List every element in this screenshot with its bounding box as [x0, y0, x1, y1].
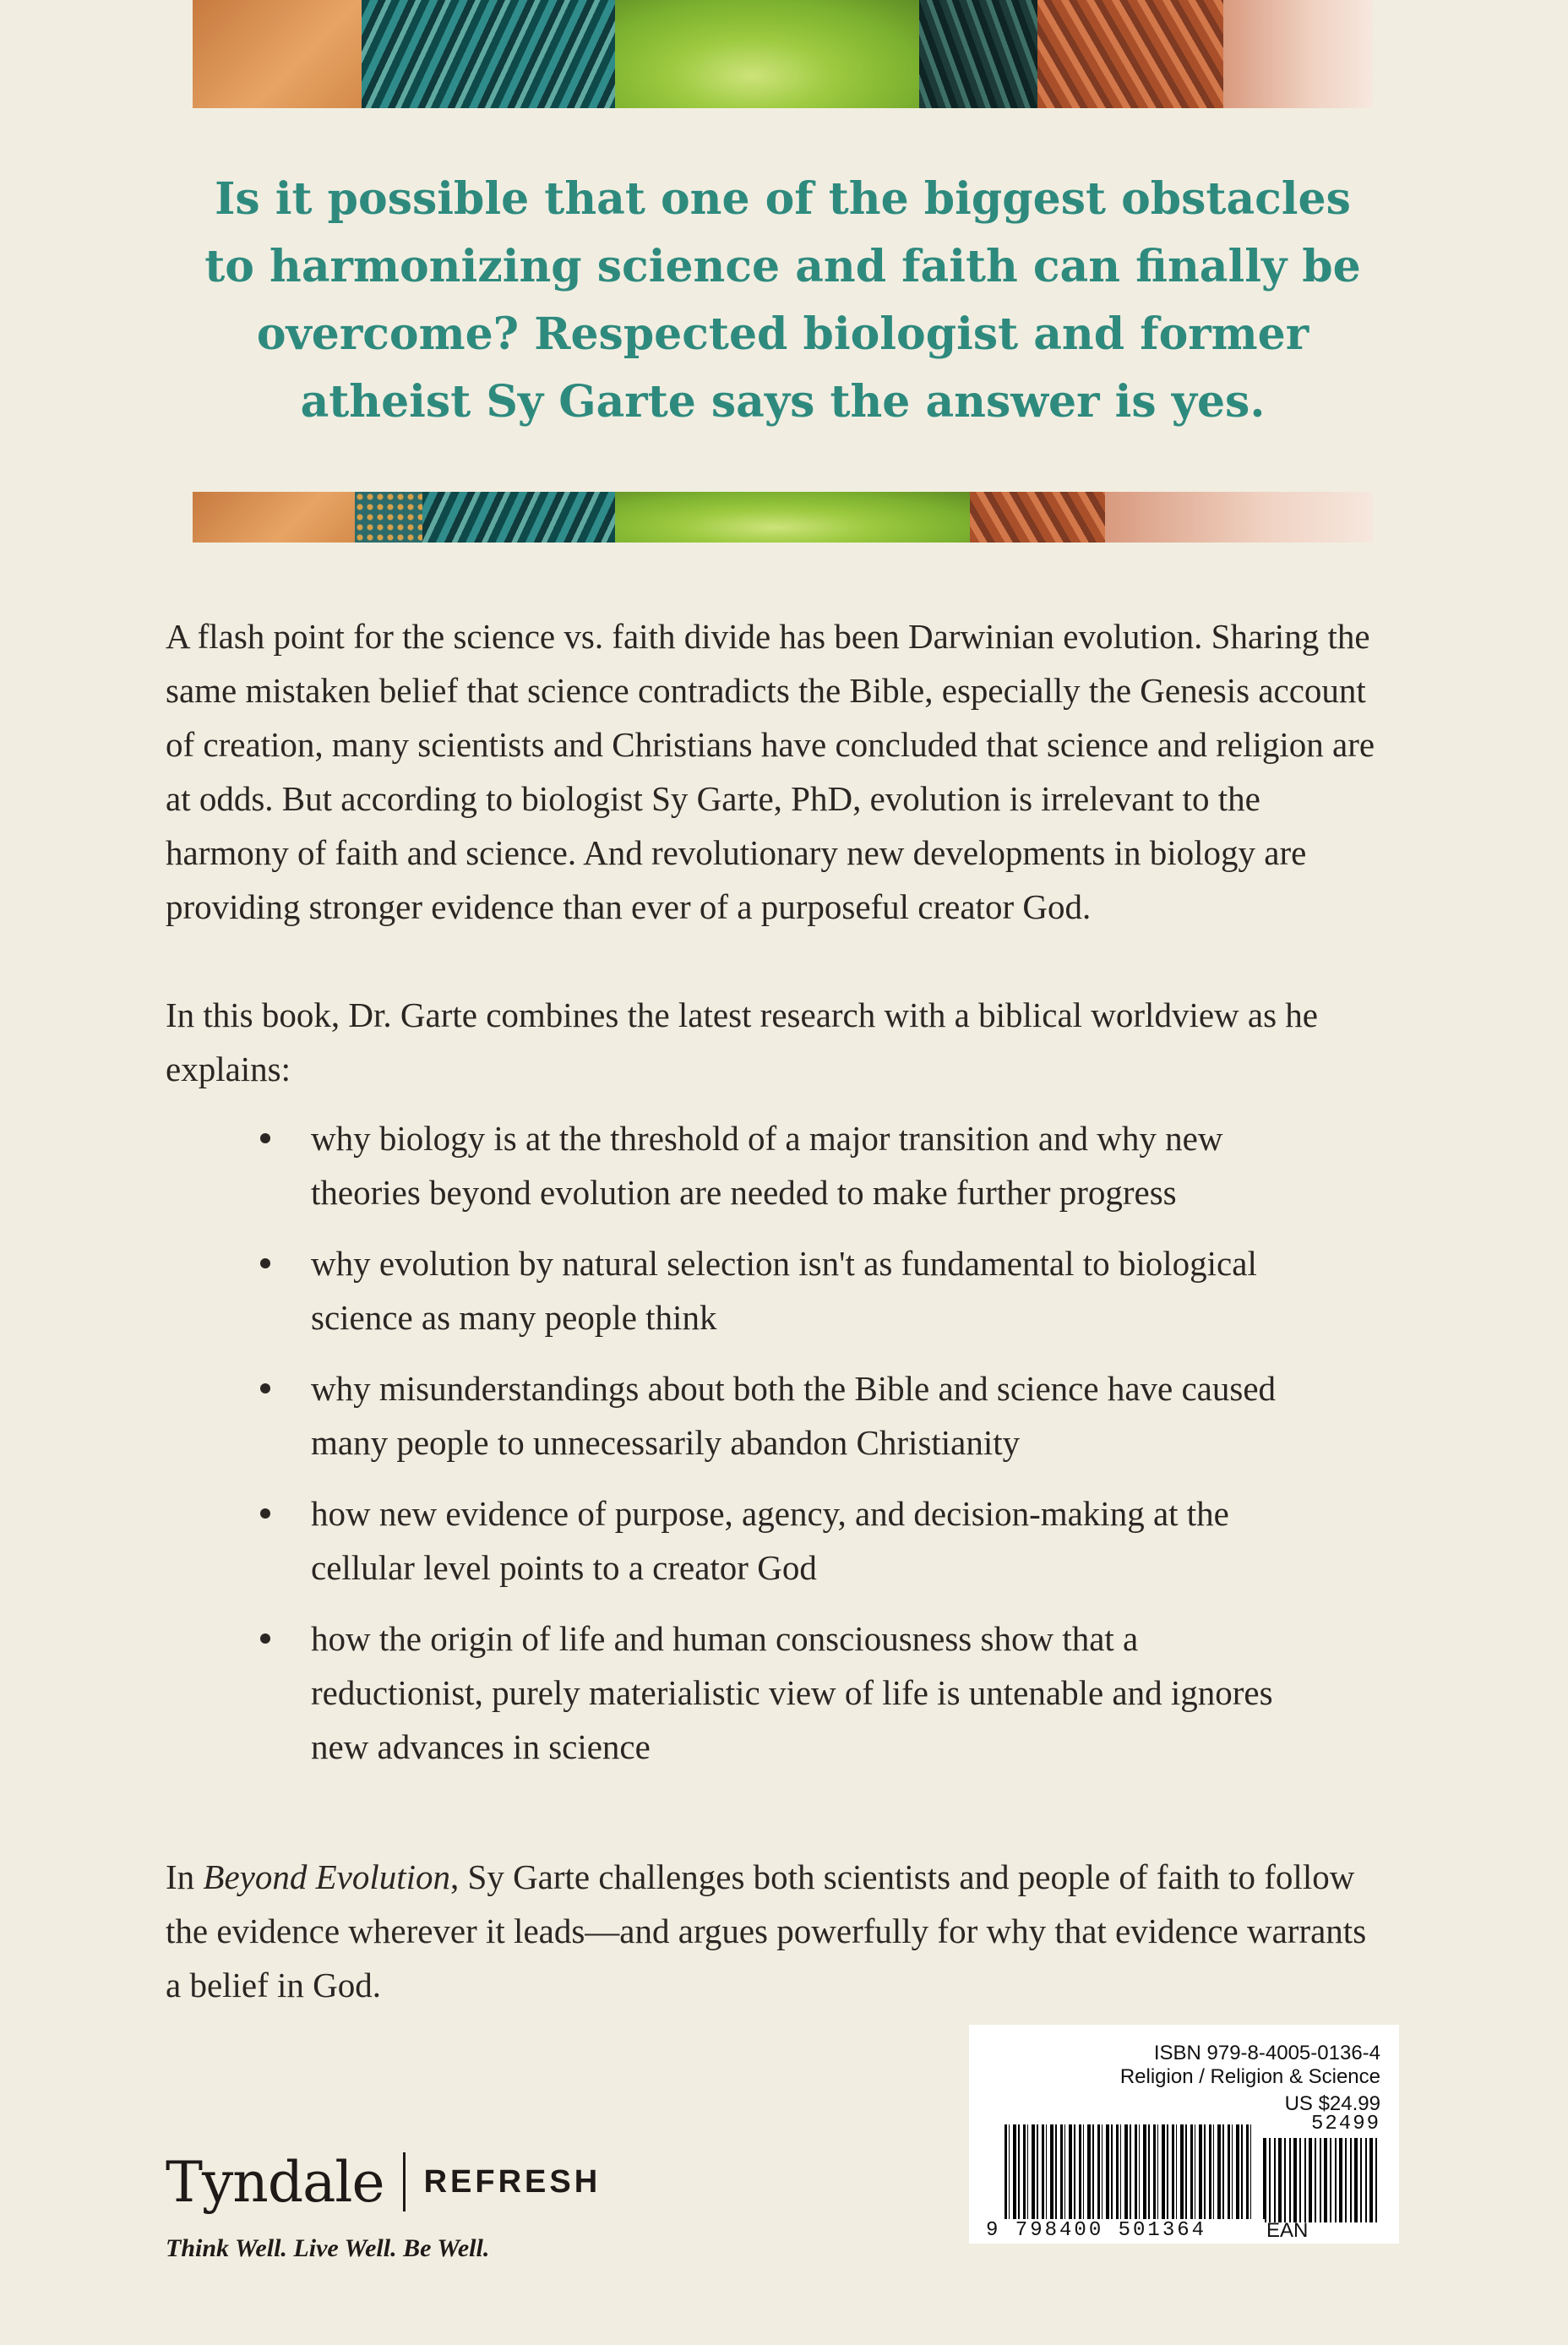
feather-pattern-segment	[362, 0, 615, 108]
headline-quote: Is it possible that one of the biggest obstacles to harmonizing science and faith can finally be overcome? Respected biologist and former atheist Sy Garte says the answer is yes.	[204, 173, 1361, 428]
addon-barcode-bars	[1263, 2138, 1378, 2222]
bullet-icon	[260, 1258, 270, 1268]
bullet-icon	[260, 1633, 270, 1644]
barcode-bars	[1004, 2124, 1255, 2222]
lime-cell-segment	[615, 492, 970, 543]
bullet-icon	[260, 1508, 270, 1519]
bullet-icon	[260, 1133, 270, 1143]
list-item	[253, 1486, 1318, 1595]
book-title: Beyond Evolution	[203, 1857, 451, 1896]
publisher-logo	[166, 2146, 601, 2217]
list-item-text: why misunderstandings about both the Bible and science have caused many people to unnecessarily abandon Christianity	[311, 1369, 1277, 1462]
bullet-list	[253, 1111, 1318, 1791]
explains-paragraph: In this book, Dr. Garte combines the latest research with a biblical worldview as he explains:	[166, 995, 1318, 1088]
bottom-image-band	[193, 492, 1373, 543]
publisher-tagline: Think Well. Live Well. Be Well.	[166, 2234, 490, 2262]
list-item	[253, 1236, 1318, 1344]
list-item	[253, 1111, 1318, 1219]
top-image-band	[193, 0, 1373, 108]
peach-shell-segment	[1105, 492, 1373, 543]
logo-divider	[403, 2152, 406, 2211]
closing-paragraph	[166, 1850, 1382, 2012]
imprint-name: REFRESH	[423, 2163, 602, 2200]
closing-prefix: In	[166, 1857, 204, 1896]
addon-digits: 52499	[1310, 2113, 1380, 2135]
orange-fruit-segment	[193, 492, 362, 543]
lime-cell-segment	[615, 0, 919, 108]
list-item-text: how the origin of life and human consciousness show that a reductionist, purely materialistic view of life is untenable and ignores new advances in science	[311, 1619, 1273, 1766]
list-item-text: why evolution by natural selection isn't as fundamental to biological science as many people think	[311, 1244, 1257, 1337]
category-label: Religion / Religion & Science	[1119, 2065, 1380, 2088]
intro-paragraph: A flash point for the science vs. faith divide has been Darwinian evolution. Sharing the same mistaken belief that science contradicts the Bible, especially the Genesis account of creation, many scientists and Christians have concluded that science and religion are at odds. But according to biologist Sy Garte, PhD, evolution is irrelevant to the harmony of faith and science. And revolutionary new developments in biology are providing stronger evidence than ever of a purposeful creator God.	[166, 617, 1375, 926]
bullet-icon	[260, 1383, 270, 1393]
barcode-panel	[969, 2025, 1399, 2244]
peach-shell-segment	[1223, 0, 1373, 108]
list-item-text: why biology is at the threshold of a major transition and why new theories beyond evolution are needed to make further progress	[311, 1119, 1223, 1212]
dark-leaf-segment	[919, 0, 1037, 108]
list-item-text: how new evidence of purpose, agency, and decision-making at the cellular level points to a creator God	[311, 1494, 1229, 1587]
beaded-texture	[355, 492, 422, 543]
list-item	[253, 1612, 1318, 1774]
orange-fruit-segment	[193, 0, 362, 108]
list-item	[253, 1361, 1318, 1470]
barcode-digits: 9 798400 501364	[986, 2219, 1265, 2242]
closing-rest: , Sy Garte challenges both scientists and people of faith to follow the evidence wherever it leads—and argues powerfully for why that evidence warrants a belief in God.	[166, 1857, 1367, 2004]
publisher-name: Tyndale	[166, 2149, 384, 2215]
isbn-label: ISBN 979-8-4005-0136-4	[1153, 2042, 1380, 2064]
copper-pattern-segment	[1037, 0, 1223, 108]
copper-pattern-segment	[970, 492, 1105, 543]
price-label: US $24.99	[1284, 2092, 1380, 2115]
ean-label: EAN	[1266, 2219, 1309, 2242]
